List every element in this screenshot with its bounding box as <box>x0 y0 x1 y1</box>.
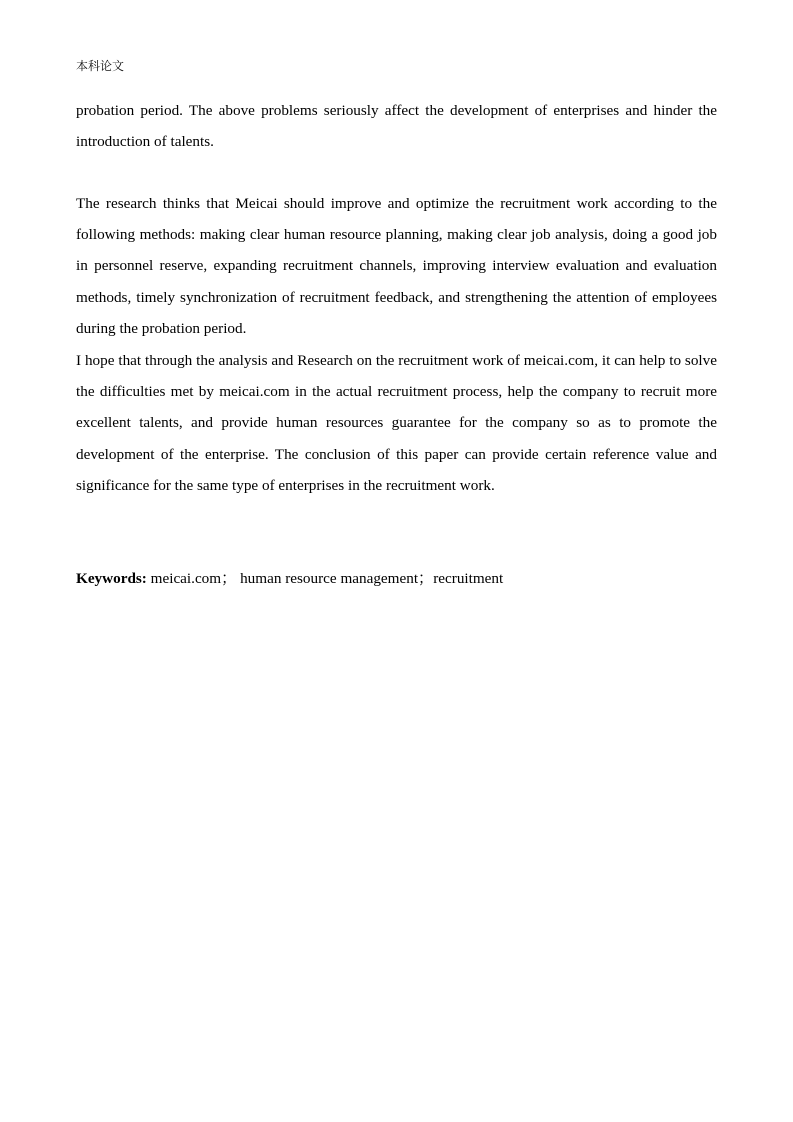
abstract-paragraph-2: The research thinks that Meicai should improve and optimize the recruitment work according to the following methods: making clear human resource planning, making clear job analysis, doing a good job in personnel reserve, expanding recruitment channels, improving interview evaluation and evaluation methods, timely synchronization of recruitment feedback, and strengthening the attention of employees during the probation period. <box>76 195 717 337</box>
abstract-paragraph-3: I hope that through the analysis and Research on the recruitment work of meicai.com, it can help to solve the difficulties met by meicai.com in the actual recruitment process, help the company to recruit more excellent talents, and provide human resources guarantee for the company so as to promote the development of the enterprise. The conclusion of this paper can provide certain reference value and significance for the same type of enterprises in the recruitment work. <box>76 352 717 494</box>
keywords-label: Keywords: <box>76 570 147 587</box>
running-header: 本科论文 <box>76 59 125 73</box>
abstract-paragraph-1: probation period. The above problems seriously affect the development of enterprises and hinder the introduction of talents. <box>76 102 717 151</box>
keywords-text: meicai.com； human resource management；recruitment <box>146 570 504 587</box>
keywords-line <box>76 563 717 594</box>
